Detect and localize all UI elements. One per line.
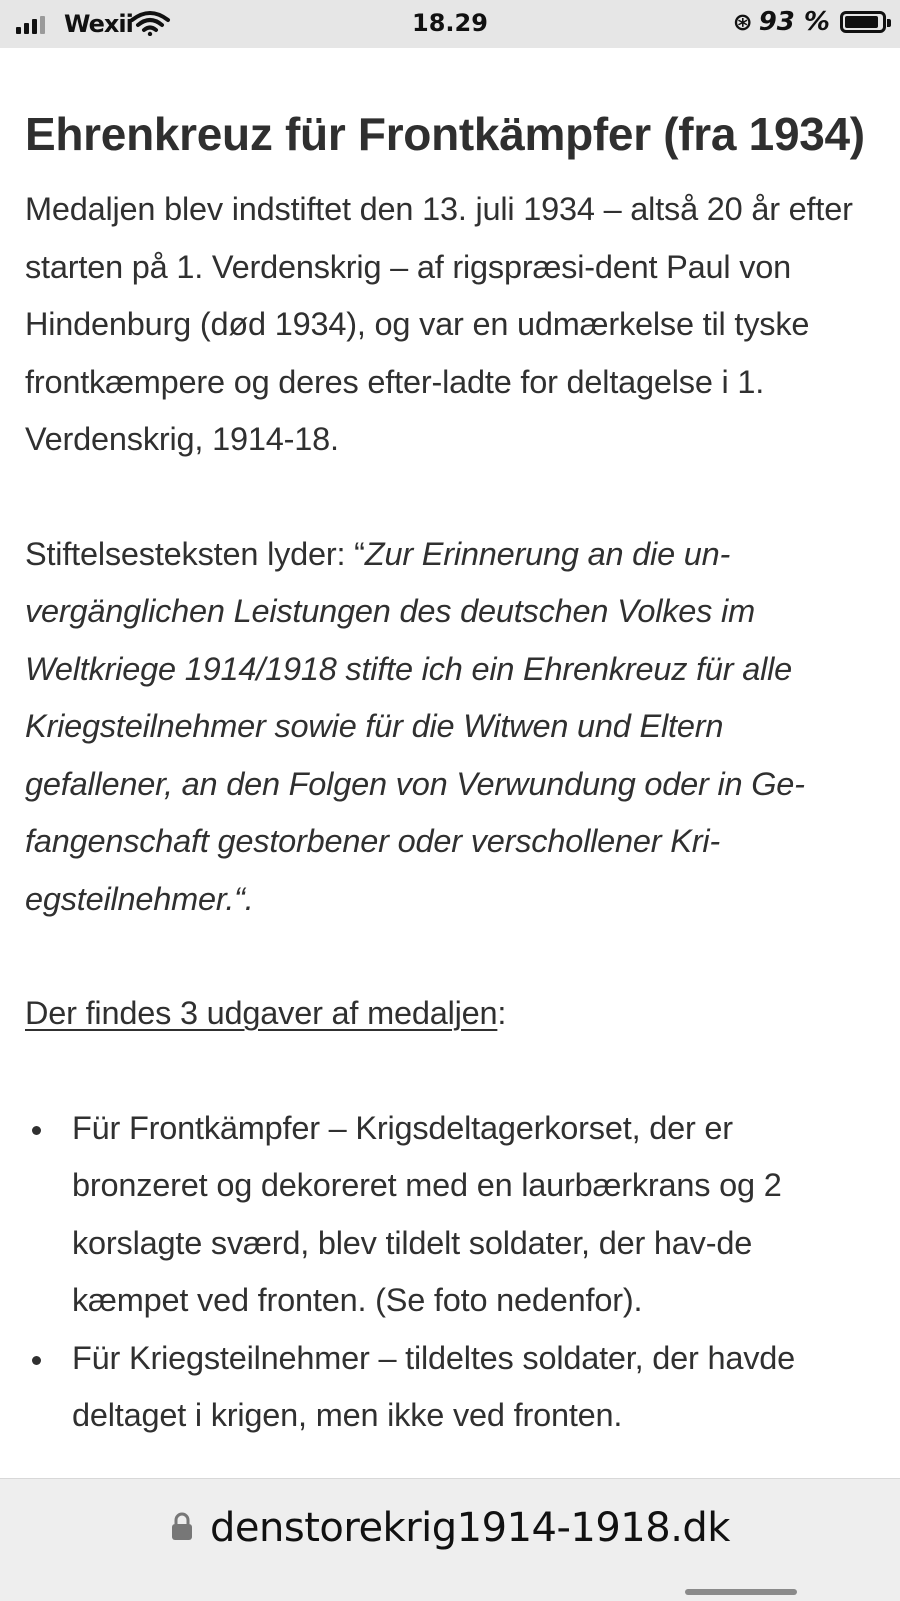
versions-list bbox=[25, 1100, 875, 1445]
founding-text-quote: Zur Erinnerung an die un-vergänglichen Leistungen des deutschen Volkes im Weltkriege 1914/1918 stifte ich ein Ehrenkreuz für alle Kriegsteilnehmer sowie für die Witwen und Eltern gefallener, an den Folgen von Verwundung oder in Ge-fangenschaft gestorbener oder verschollener Kri-egsteilnehmer.“. bbox=[25, 535, 805, 917]
list-item: Für Kriegsteilnehmer – tildeltes soldater, der havde deltaget i krigen, men ikke ved fronten. bbox=[25, 1330, 875, 1445]
orientation-lock-icon: ⊛ bbox=[732, 8, 753, 36]
versions-heading bbox=[25, 985, 875, 1043]
address-field[interactable] bbox=[0, 1505, 900, 1551]
battery-icon bbox=[840, 11, 886, 33]
lock-icon bbox=[170, 1511, 194, 1546]
status-right-group bbox=[733, 7, 886, 37]
versions-heading-colon: : bbox=[497, 995, 507, 1031]
list-item: Für Frontkämpfer – Krigsdeltagerkorset, der er bronzeret og dekoreret med en laurbærkrans og 2 korslagte sværd, blev tildelt soldater, der hav-de kæmpet ved fronten. (Se foto nedenfor). bbox=[25, 1100, 875, 1330]
battery-percentage: 93 % bbox=[758, 7, 830, 37]
founding-text-lead: Stiftelsesteksten lyder: “ bbox=[25, 535, 365, 572]
status-bar bbox=[0, 0, 900, 48]
home-indicator[interactable] bbox=[685, 1589, 797, 1595]
url-text[interactable]: denstorekrig1914-1918.dk bbox=[210, 1505, 730, 1551]
carrier-name: Wexii bbox=[64, 10, 133, 38]
page-title: Ehrenkreuz für Frontkämpfer (fra 1934) bbox=[25, 108, 865, 160]
founding-text-paragraph bbox=[25, 526, 875, 929]
intro-paragraph: Medaljen blev indstiftet den 13. juli 1934 – altså 20 år efter starten på 1. Verdenskrig – af rigspræsi-dent Paul von Hindenburg (død 1934), og var en udmærkelse til tyske frontkæmpere og deres efter-ladte for deltagelse i 1. Verdenskrig, 1914-18. bbox=[25, 191, 853, 457]
versions-link[interactable]: Der findes 3 udgaver af medaljen bbox=[25, 995, 498, 1031]
battery-fill bbox=[845, 16, 878, 28]
article-content bbox=[25, 105, 875, 1445]
battery-cap bbox=[887, 19, 891, 27]
status-time: 18.29 bbox=[412, 9, 488, 37]
browser-address-bar[interactable] bbox=[0, 1478, 900, 1601]
